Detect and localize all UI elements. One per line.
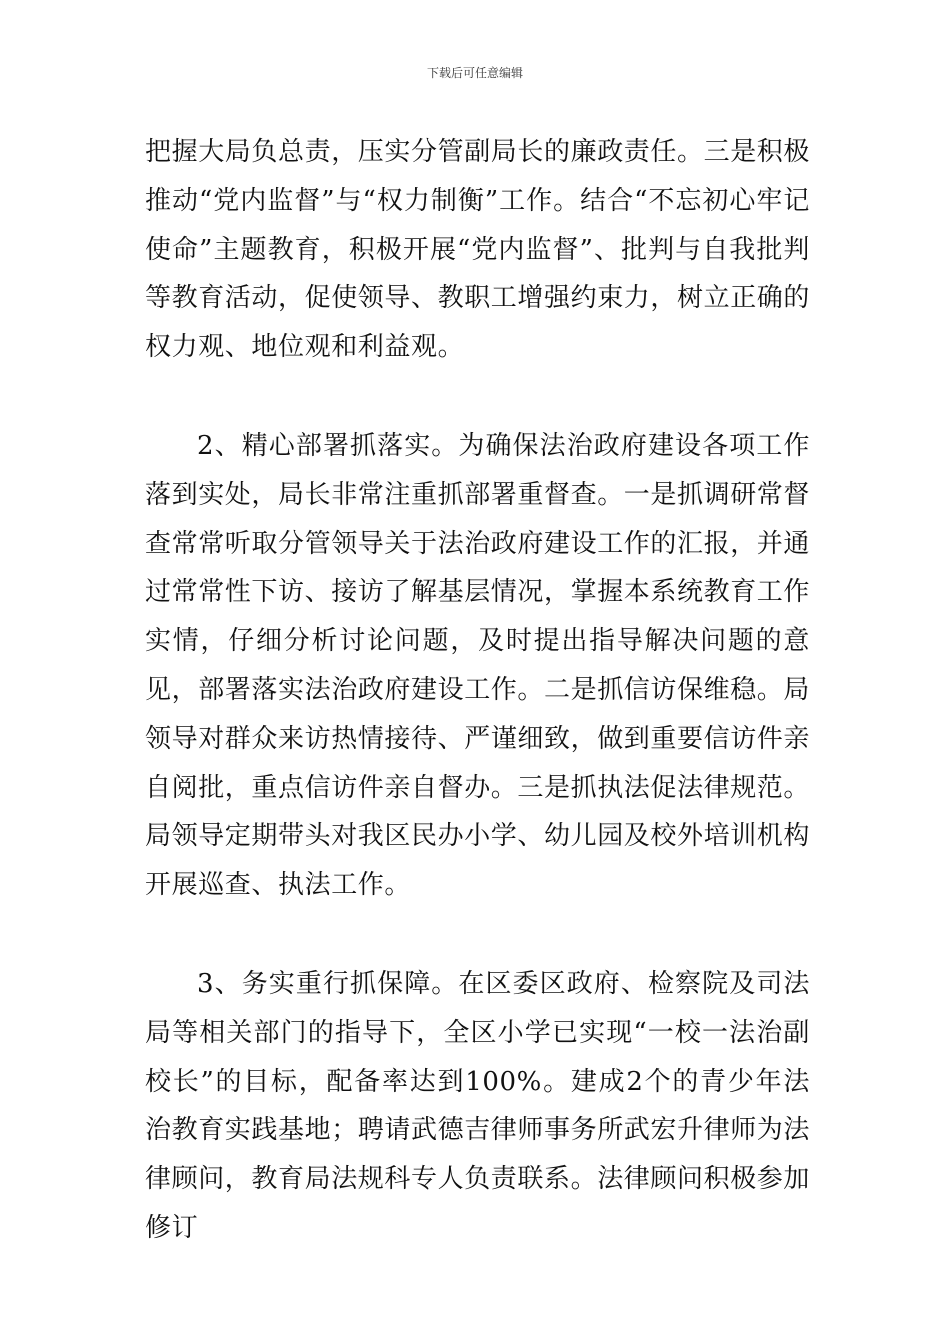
paragraph-gap [145,372,810,422]
paragraph-continuation: 把握大局负总责，压实分管副局长的廉政责任。三是积极推动“党内监督”与“权力制衡”工作。结合“不忘初心牢记使命”主题教育，积极开展“党内监督”、批判与自我批判等教育活动，促使领导、教职工增强约束力，树立正确的权力观、地位观和利益观。 [145,137,811,363]
document-body [145,128,810,1253]
page-header: 下载后可任意编辑 [426,66,523,80]
paragraph-item-2: 2、精心部署抓落实。为确保法治政府建设各项工作落到实处，局长非常注重抓部署重督查。一是抓调研常督查常常听取分管领导关于法治政府建设工作的汇报，并通过常常性下访、接访了解基层情况，掌握本系统教育工作实情，仔细分析讨论问题，及时提出指导解决问题的意见，部署落实法治政府建设工作。二是抓信访保维稳。局领导对群众来访热情接待、严谨细致，做到重要信访件亲自阅批，重点信访件亲自督办。三是抓执法促法律规范。局领导定期带头对我区民办小学、幼儿园及校外培训机构开展巡查、执法工作。 [145,430,811,901]
paragraph-gap [145,910,810,960]
paragraph-item-3: 3、务实重行抓保障。在区委区政府、检察院及司法局等相关部门的指导下，全区小学已实现“一校一法治副校长”的目标，配备率达到100%。建成2个的青少年法治教育实践基地；聘请武德吉律师事务所武宏升律师为法律顾问，教育局法规科专人负责联系。法律顾问积极参加修订 [145,968,811,1243]
